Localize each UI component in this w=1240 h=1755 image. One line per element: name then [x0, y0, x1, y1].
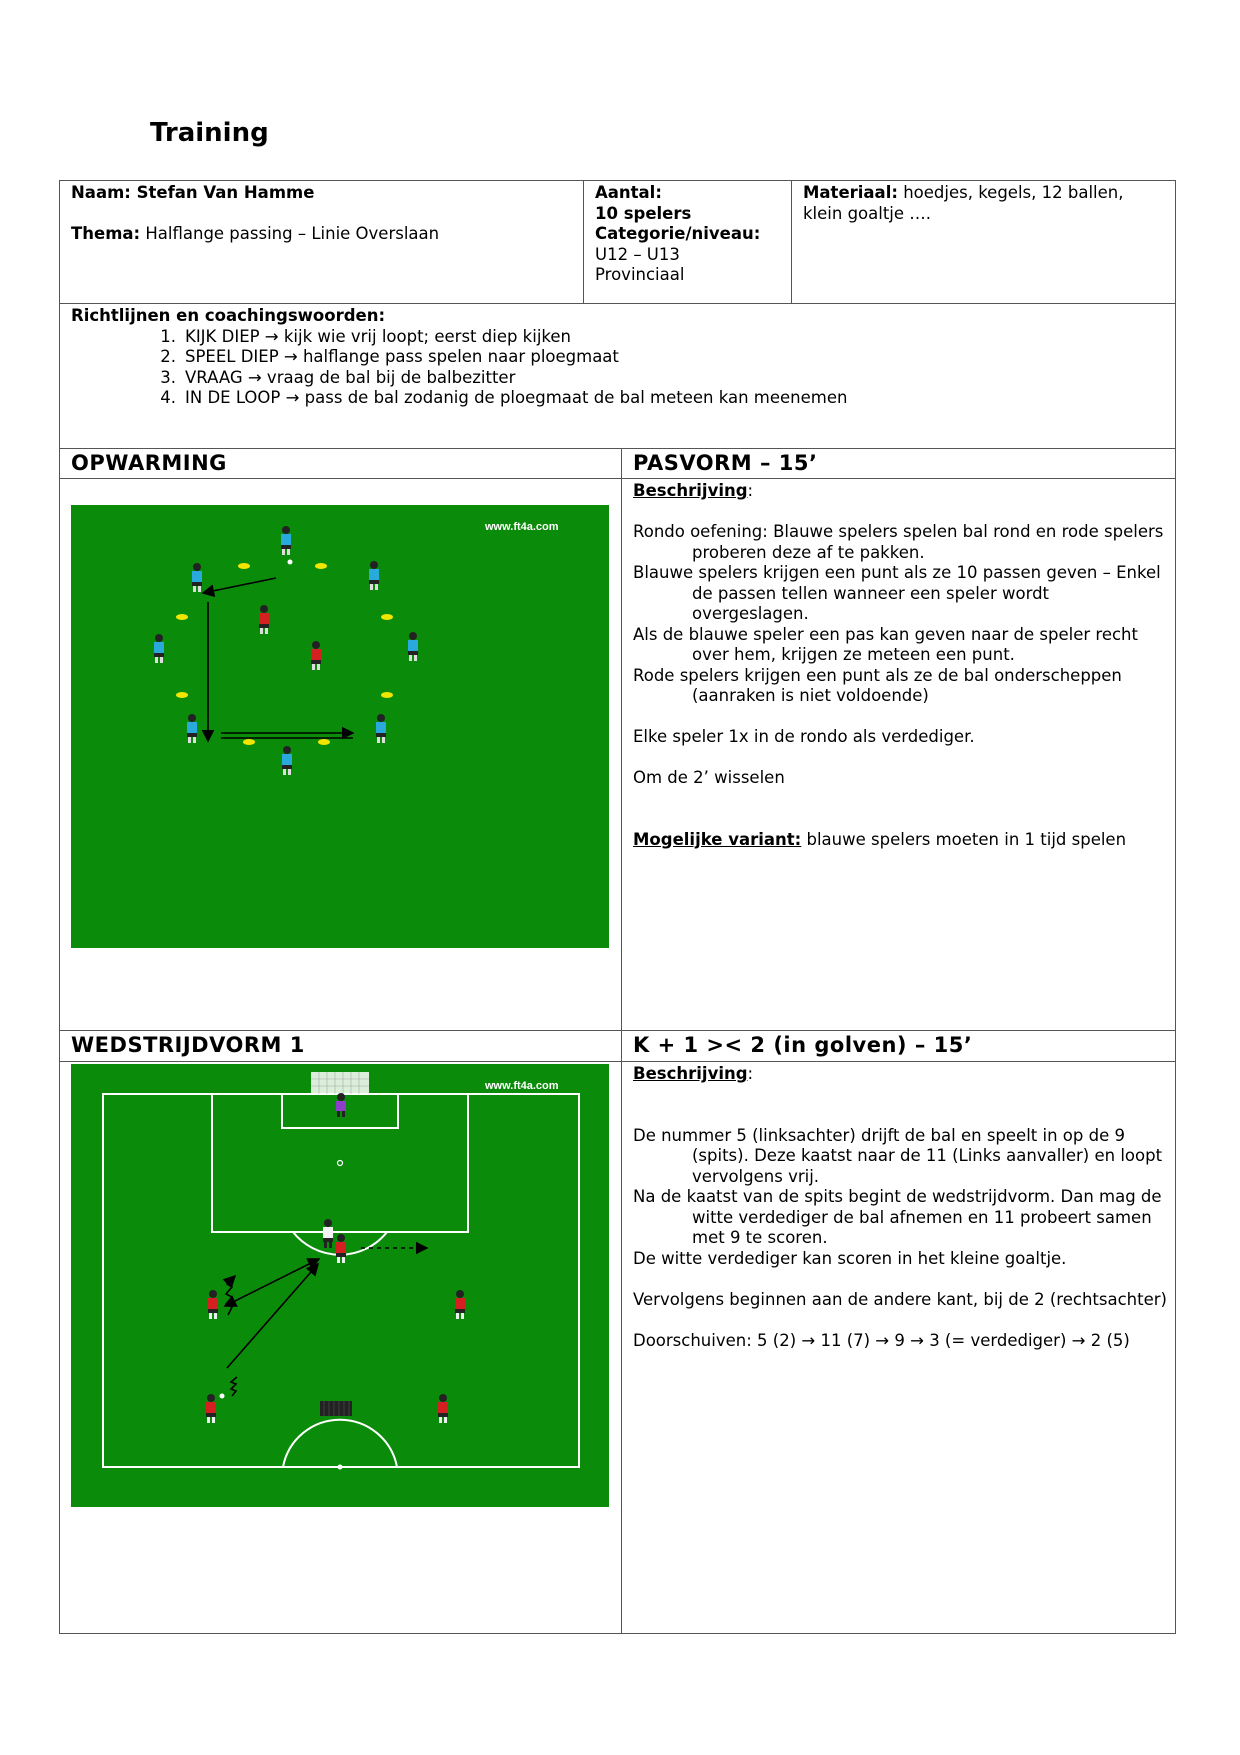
- beschrijving-line: Beschrijving:: [633, 1064, 754, 1083]
- description-paragraph: De nummer 5 (linksachter) drijft de bal en speelt in op de 9 (spits). Deze kaatst naar de 11 (Links aanvaller) en loopt vervolgens vrij.: [633, 1125, 1163, 1186]
- blue-player: [281, 526, 291, 555]
- aantal-value: 10 spelers: [595, 203, 692, 223]
- goalkeeper: [336, 1093, 346, 1117]
- materiaal-line: [803, 183, 1168, 204]
- section-k-plus-1-heading: K + 1 >< 2 (in golven) – 15’: [633, 1033, 973, 1057]
- list-item: 3. VRAAG → vraag de bal bij de balbezitter: [160, 367, 516, 387]
- white-defender: [323, 1219, 333, 1248]
- beschrijving-label: Beschrijving: [633, 1064, 748, 1083]
- niveau-value: Provinciaal: [595, 265, 685, 284]
- list-item: 2. SPEEL DIEP → halflange pass spelen naar ploegmaat: [160, 347, 619, 366]
- wedstrijdvorm-description: [633, 1064, 1168, 1351]
- materiaal-value: hoedjes, kegels, 12 ballen,: [903, 183, 1124, 202]
- description-paragraph: De witte verdediger kan scoren in het kleine goaltje.: [633, 1248, 1067, 1268]
- list-item: 1. KIJK DIEP → kijk wie vrij loopt; eerst diep kijken: [160, 326, 571, 346]
- thema-label: Thema:: [71, 224, 141, 243]
- description-paragraph: Vervolgens beginnen aan de andere kant, bij de 2 (rechtsachter): [633, 1289, 1167, 1309]
- blue-player: [376, 714, 386, 743]
- table-border: [59, 180, 60, 1634]
- thema-line: [71, 224, 576, 245]
- materiaal-label: Materiaal:: [803, 183, 898, 202]
- description-paragraph: Als de blauwe speler een pas kan geven naar de speler recht over hem, krijgen ze meteen een punt.: [633, 624, 1138, 664]
- header-naam-cell: [71, 183, 576, 245]
- table-border: [59, 478, 1176, 479]
- richtlijnen-list: [71, 327, 1166, 409]
- red-player: [206, 1394, 216, 1423]
- rondo-diagram-svg: [71, 505, 609, 948]
- description-paragraph: Doorschuiven: 5 (2) → 11 (7) → 9 → 3 (= verdediger) → 2 (5): [633, 1330, 1130, 1350]
- table-border: [59, 180, 1176, 181]
- beschrijving-label: Beschrijving: [633, 481, 748, 500]
- blue-player: [282, 746, 292, 775]
- table-border: [59, 448, 1176, 449]
- blue-player: [154, 634, 164, 663]
- goal-top: [311, 1072, 369, 1094]
- section-wedstrijdvorm-heading: WEDSTRIJDVORM 1: [71, 1033, 305, 1057]
- variant-line: [633, 830, 1168, 851]
- materiaal-value-2: klein goaltje ….: [803, 203, 932, 223]
- table-border: [1175, 180, 1176, 1634]
- header-aantal-cell: [595, 183, 785, 286]
- match-pitch-diagram: [71, 1064, 609, 1507]
- aantal-label: Aantal:: [595, 183, 662, 202]
- watermark: www.ft4a.com: [485, 1080, 559, 1092]
- table-border: [583, 180, 584, 303]
- description-paragraph: Blauwe spelers krijgen een punt als ze 10 passen geven – Enkel de passen tellen wanneer een speler wordt overgeslagen.: [633, 563, 1161, 623]
- document-title: Training: [150, 118, 269, 148]
- pasvorm-description: [633, 481, 1168, 850]
- blue-player: [192, 563, 202, 592]
- red-player: [259, 605, 269, 634]
- description-paragraph: Rode spelers krijgen een punt als ze de bal onderscheppen (aanraken is niet voldoende): [633, 665, 1122, 705]
- red-player: [336, 1234, 346, 1263]
- red-player: [311, 641, 321, 670]
- richtlijnen-title: Richtlijnen en coachingswoorden:: [71, 306, 386, 325]
- red-player: [455, 1290, 465, 1319]
- pass-arrows: [225, 1248, 427, 1396]
- ball: [220, 1394, 225, 1399]
- match-diagram-svg: [71, 1064, 609, 1507]
- watermark: www.ft4a.com: [485, 521, 559, 533]
- small-goal: [320, 1401, 352, 1416]
- table-border: [59, 1030, 1176, 1031]
- categorie-value: U12 – U13: [595, 244, 680, 264]
- table-border: [59, 303, 1176, 304]
- section-pasvorm-heading: PASVORM – 15’: [633, 451, 818, 475]
- red-player: [438, 1394, 448, 1423]
- table-border: [621, 448, 622, 1634]
- list-item: 4. IN DE LOOP → pass de bal zodanig de ploegmaat de bal meteen kan meenemen: [160, 388, 848, 407]
- table-border: [59, 1061, 1176, 1062]
- naam-label: Naam: Stefan Van Hamme: [71, 183, 315, 202]
- richtlijnen-cell: [71, 306, 1166, 409]
- variant-text: blauwe spelers moeten in 1 tijd spelen: [806, 829, 1127, 849]
- table-border: [59, 1633, 1176, 1634]
- rondo-pitch-diagram: [71, 505, 609, 948]
- description-paragraph: Elke speler 1x in de rondo als verdediger.: [633, 727, 975, 746]
- header-materiaal-cell: [803, 183, 1168, 224]
- blue-player: [408, 632, 418, 661]
- description-paragraph: Na de kaatst van de spits begint de wedstrijdvorm. Dan mag de witte verdediger de bal afnemen en 11 probeert samen met 9 te scoren.: [633, 1187, 1162, 1247]
- description-paragraph: Rondo oefening: Blauwe spelers spelen bal rond en rode spelers proberen deze af te pakken.: [633, 522, 1164, 562]
- variant-label: Mogelijke variant:: [633, 829, 802, 849]
- section-opwarming-heading: OPWARMING: [71, 451, 227, 475]
- blue-player: [369, 561, 379, 590]
- thema-value: Halflange passing – Linie Overslaan: [145, 224, 440, 243]
- blue-player: [187, 714, 197, 743]
- table-border: [791, 180, 792, 303]
- description-paragraph: Om de 2’ wisselen: [633, 768, 785, 787]
- ball: [288, 560, 293, 565]
- categorie-label: Categorie/niveau:: [595, 224, 761, 243]
- beschrijving-line: Beschrijving:: [633, 481, 754, 500]
- red-player: [208, 1290, 218, 1319]
- pass-arrows: [203, 578, 353, 741]
